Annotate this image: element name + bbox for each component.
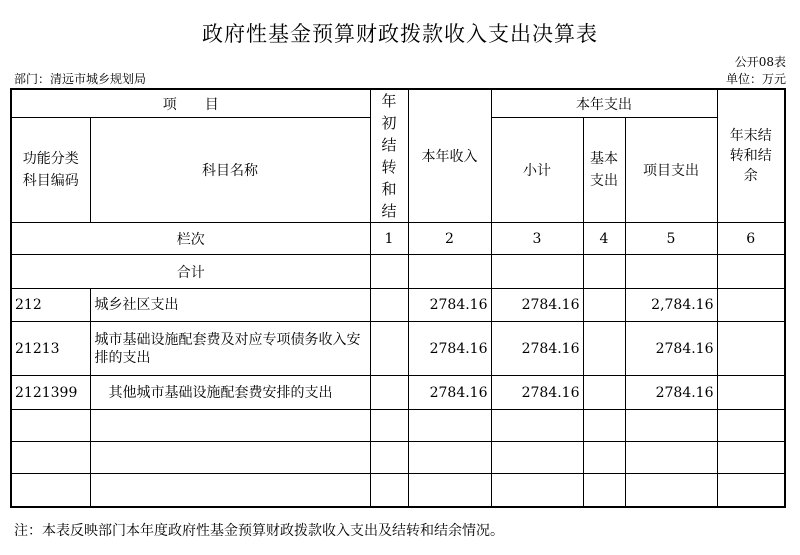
header-item: 项 目 — [11, 89, 370, 118]
column-number: 4 — [583, 223, 625, 255]
row-name: 其他城市基础设施配套费安排的支出 — [90, 376, 370, 410]
total-label: 合计 — [11, 255, 370, 289]
header-end-balance: 年末结转和结余 — [717, 89, 785, 223]
row-name: 城乡社区支出 — [90, 289, 370, 322]
header-basic: 基本支出 — [583, 118, 625, 223]
column-number: 1 — [370, 223, 408, 255]
table-row — [11, 376, 785, 410]
footnote: 注：本表反映部门本年度政府性基金预算财政拨款收入支出及结转和结余情况。 — [14, 523, 504, 539]
header-expense: 本年支出 — [491, 89, 717, 118]
row-project: 2784.16 — [625, 322, 717, 376]
column-number: 2 — [408, 223, 491, 255]
header-income: 本年收入 — [408, 89, 491, 223]
row-project: 2784.16 — [625, 376, 717, 410]
table-row — [11, 322, 785, 376]
row-subtotal: 2784.16 — [491, 289, 583, 322]
column-number: 3 — [491, 223, 583, 255]
row-name: 城市基础设施配套费及对应专项债务收入安排的支出 — [90, 322, 370, 376]
row-end — [717, 322, 785, 376]
header-func-code: 功能分类科目编码 — [11, 118, 90, 223]
empty-row — [11, 410, 785, 442]
header-subject-name: 科目名称 — [90, 118, 370, 223]
row-end — [717, 289, 785, 322]
column-index-label: 栏次 — [11, 223, 370, 255]
row-code: 21213 — [11, 322, 90, 376]
empty-row — [11, 442, 785, 474]
column-number: 6 — [717, 223, 785, 255]
row-income: 2784.16 — [408, 289, 491, 322]
row-code: 212 — [11, 289, 90, 322]
row-subtotal: 2784.16 — [491, 322, 583, 376]
table-title: 政府性基金预算财政拨款收入支出决算表 — [202, 22, 598, 46]
empty-row — [11, 474, 785, 507]
unit-label: 单位：万元 — [725, 72, 786, 86]
row-basic — [583, 289, 625, 322]
row-basic — [583, 376, 625, 410]
row-basic — [583, 322, 625, 376]
budget-table — [10, 88, 786, 508]
row-income: 2784.16 — [408, 322, 491, 376]
table-row — [11, 289, 785, 322]
row-begin — [370, 376, 408, 410]
column-number: 5 — [625, 223, 717, 255]
row-subtotal: 2784.16 — [491, 376, 583, 410]
row-code: 2121399 — [11, 376, 90, 410]
department-label: 部门：清远市城乡规划局 — [14, 72, 147, 86]
row-begin — [370, 322, 408, 376]
row-begin — [370, 289, 408, 322]
form-code: 公开08表 — [734, 55, 786, 69]
row-income: 2784.16 — [408, 376, 491, 410]
header-subtotal: 小计 — [491, 118, 583, 223]
row-end — [717, 376, 785, 410]
row-project: 2,784.16 — [625, 289, 717, 322]
header-begin-balance: 年初结转和结 — [370, 89, 408, 223]
header-project: 项目支出 — [625, 118, 717, 223]
